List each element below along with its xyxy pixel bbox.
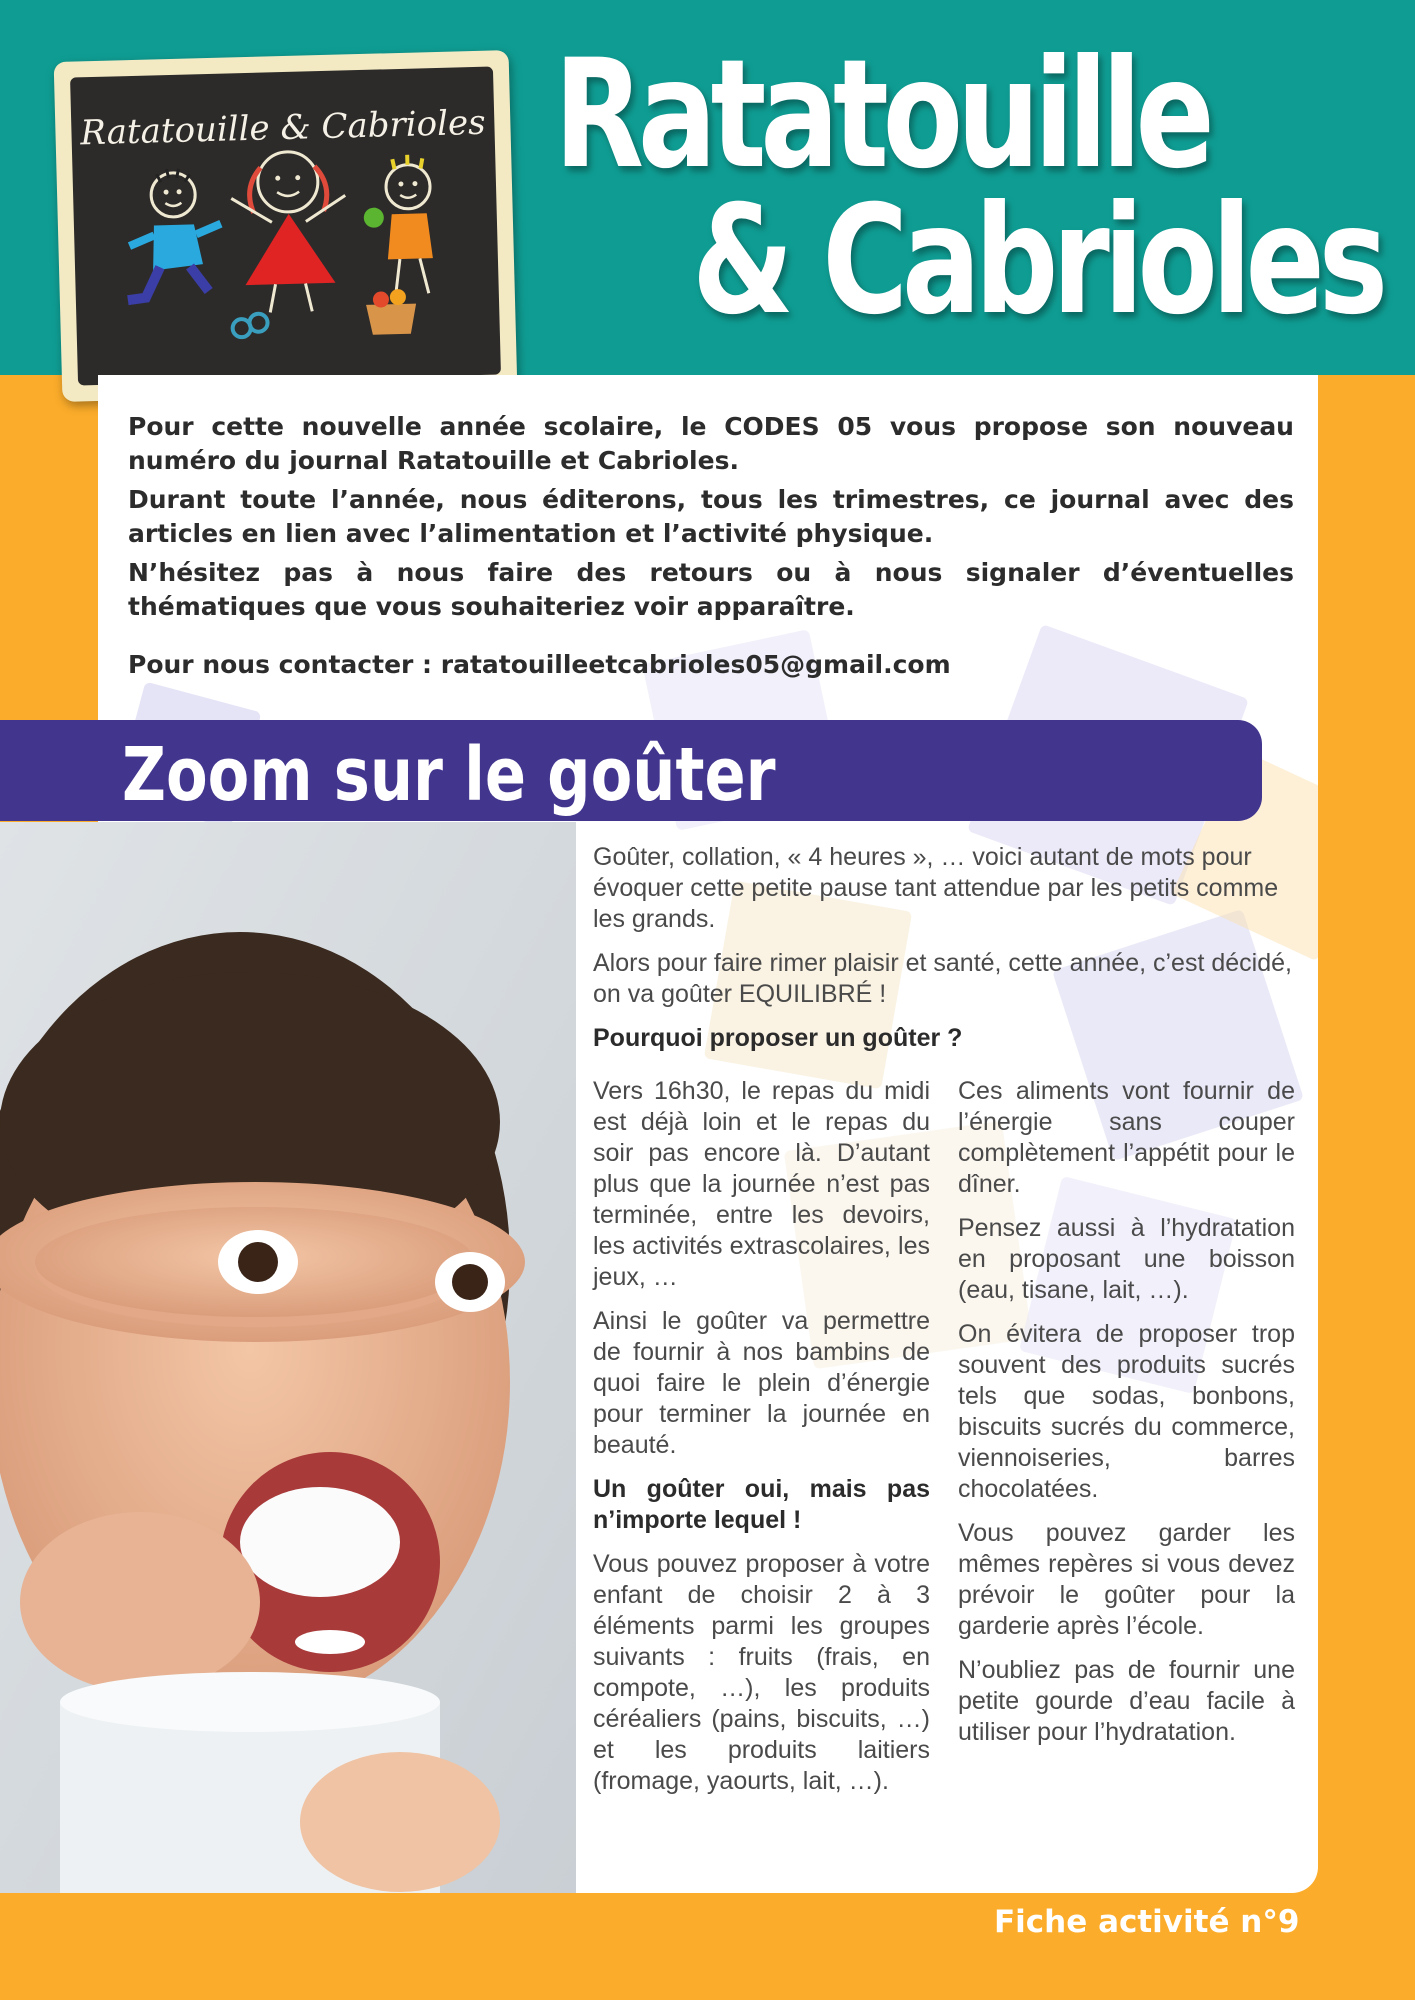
article-paragraph: Pensez aussi à l’hydratation en proposant une boisson (eau, tisane, lait, …). [958, 1214, 1295, 1304]
article-column-right [958, 1076, 1295, 1761]
chalkboard-surface [70, 67, 501, 386]
contact-line: Pour nous contacter : ratatouilleetcabrioles05@gmail.com [128, 650, 951, 679]
article-paragraph: On évitera de proposer trop souvent des produits sucrés tels que sodas, bonbons, biscuits sucrés du commerce, viennoiseries, barres chocolatées. [958, 1320, 1295, 1503]
logo-chalkboard [54, 50, 518, 402]
intro-text-block [128, 410, 1294, 629]
child-left-figure [124, 168, 222, 300]
article-column-left [593, 1076, 930, 1810]
article-intro [593, 842, 1295, 1067]
logo-board-text: Ratatouille & Cabrioles [79, 102, 487, 154]
fruit-basket [366, 289, 417, 335]
masthead-title-line1: Ratatouille [554, 28, 1209, 202]
article-paragraph: Goûter, collation, « 4 heures », … voici autant de mots pour évoquer cette petite pause tant attendue par les petits comme les grands. [593, 843, 1279, 933]
article-paragraph: N’oubliez pas de fournir une petite gourde d’eau facile à utiliser pour l’hydratation. [958, 1656, 1295, 1746]
child-eating-yogurt-photo [0, 822, 576, 1893]
child-right-figure [362, 154, 434, 295]
intro-paragraph: Durant toute l’année, nous éditerons, tous les trimestres, ce journal avec des articles en lien avec l’alimentation et l’activité physique. [128, 485, 1294, 548]
section-title: Zoom sur le goûter [122, 732, 776, 818]
article-paragraph: Vous pouvez proposer à votre enfant de choisir 2 à 3 éléments parmi les groupes suivants : fruits (frais, en compote, …), les produits céréaliers (pains, biscuits, …) et les produits laitiers (fromage, yaourts, lait, …). [593, 1550, 930, 1795]
article-paragraph: Ainsi le goûter va permettre de fournir à nos bambins de quoi faire le plein d’énergie pour terminer la journée en beauté. [593, 1307, 930, 1459]
article-paragraph: Vous pouvez garder les mêmes repères si vous devez prévoir le goûter pour la garderie après l’école. [958, 1519, 1295, 1640]
intro-paragraph: Pour cette nouvelle année scolaire, le CODES 05 vous propose son nouveau numéro du journal Ratatouille et Cabrioles. [128, 412, 1294, 475]
article-heading: Pourquoi proposer un goûter ? [593, 1024, 963, 1052]
intro-paragraph: N’hésitez pas à nous faire des retours ou à nous signaler d’éventuelles thématiques que vous souhaiteriez voir apparaître. [128, 558, 1294, 621]
article-paragraph: Vers 16h30, le repas du midi est déjà loin et le repas du soir pas encore là. D’autant plus que la journée n’est pas terminée, entre les devoirs, les activités extrascolaires, les jeux, … [593, 1077, 930, 1291]
article-heading: Un goûter oui, mais pas n’importe lequel ! [593, 1475, 930, 1534]
article-paragraph: Alors pour faire rimer plaisir et santé, cette année, c’est décidé, on va goûter EQUILIBRÉ ! [593, 949, 1292, 1008]
masthead-title-line2: & Cabrioles [692, 174, 1382, 348]
footer-label: Fiche activité n°9 [994, 1904, 1300, 1940]
children-drawing-illustration [70, 67, 501, 386]
child-middle-figure [230, 150, 348, 313]
article-paragraph: Ces aliments vont fournir de l’énergie sans couper complètement l’appétit pour le dîner. [958, 1077, 1295, 1198]
